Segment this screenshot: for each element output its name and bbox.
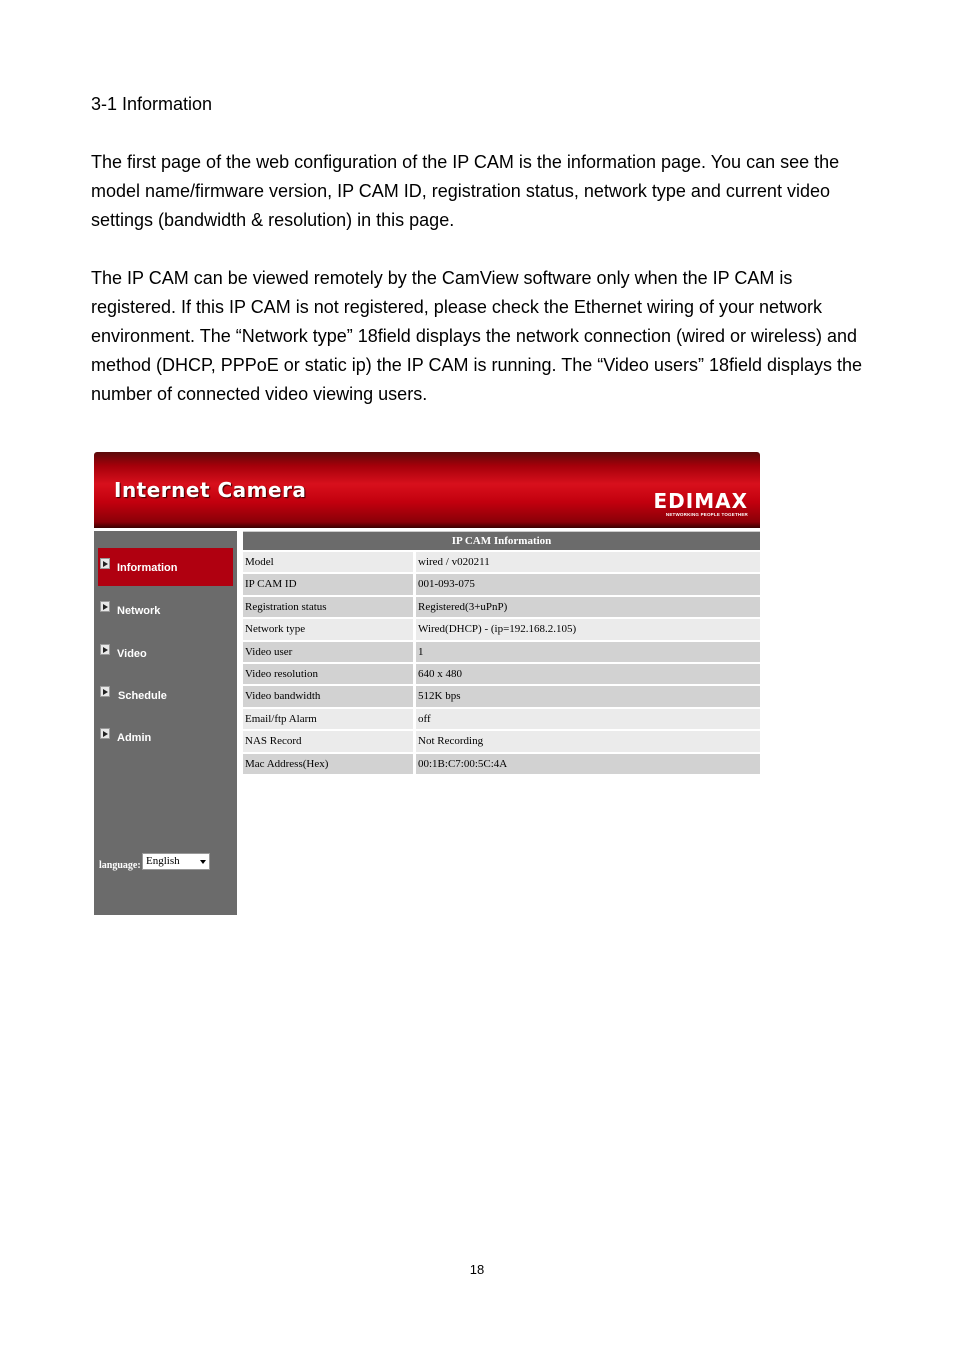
row-value: Registered(3+uPnP) [416,597,760,617]
row-value: 001-093-075 [416,574,760,594]
table-row [243,597,760,617]
sidebar-item-information[interactable] [98,548,233,586]
sidebar-item-video[interactable] [98,634,233,672]
row-label: Video resolution [243,664,413,684]
row-label: Video user [243,642,413,662]
app-title: Internet Camera [114,478,307,502]
table-row [243,731,760,751]
sidebar-item-label: Schedule [118,690,167,702]
row-label: NAS Record [243,731,413,751]
row-value: off [416,709,760,729]
table-row [243,754,760,774]
sidebar-item-schedule[interactable] [98,676,233,714]
table-row [243,574,760,594]
ip-cam-info-table [243,531,760,774]
row-value: Wired(DHCP) - (ip=192.168.2.105) [416,619,760,639]
camera-web-ui-screenshot [94,452,760,915]
header-banner [94,452,760,528]
sidebar-item-admin[interactable] [98,718,233,756]
arrow-right-icon [100,686,110,697]
row-value: 00:1B:C7:00:5C:4A [416,754,760,774]
row-label: Model [243,552,413,572]
language-select[interactable] [142,853,210,870]
language-label: language: [99,860,141,871]
brand-name: EDIMAX [653,489,748,513]
row-label: Email/ftp Alarm [243,709,413,729]
sidebar-item-network[interactable] [98,591,233,629]
row-label: Network type [243,619,413,639]
row-value: 640 x 480 [416,664,760,684]
table-row [243,709,760,729]
table-row [243,664,760,684]
language-value: English [146,855,180,867]
brand-tagline: NETWORKING PEOPLE TOGETHER [665,512,748,517]
sidebar-item-label: Information [117,562,178,574]
table-row [243,686,760,706]
arrow-right-icon [100,558,110,569]
table-header: IP CAM Information [243,531,760,550]
sidebar-item-label: Video [117,648,147,660]
row-value: Not Recording [416,731,760,751]
sidebar-item-label: Network [117,605,161,617]
page-number: 18 [469,1262,485,1277]
chevron-down-icon [200,860,206,864]
arrow-right-icon [100,601,110,612]
table-row [243,619,760,639]
row-value: wired / v020211 [416,552,760,572]
arrow-right-icon [100,644,110,655]
row-label: IP CAM ID [243,574,413,594]
row-label: Video bandwidth [243,686,413,706]
registration-paragraph: The IP CAM can be viewed remotely by the CamView software only when the IP CAM is registered. If this IP CAM is not registered, please check the Ethernet wiring of your network environment. The “Network type” 18field displays the network connection (wired or wireless) and method (DHCP, PPPoE or static ip) the IP CAM is running. The “Video users” 18field displays the number of connected video viewing users. [91,268,863,404]
table-row [243,552,760,572]
row-value: 512K bps [416,686,760,706]
row-label: Mac Address(Hex) [243,754,413,774]
table-row [243,642,760,662]
section-heading: 3-1 Information [91,94,213,114]
edimax-logo [653,491,748,517]
sidebar-item-label: Admin [117,732,152,744]
row-value: 1 [416,642,760,662]
row-label: Registration status [243,597,413,617]
intro-paragraph: The first page of the web configuration of the IP CAM is the information page. You can see the model name/firmware version, IP CAM ID, registration status, network type and current video settings (bandwidth & resolution) in this page. [91,152,840,230]
arrow-right-icon [100,728,110,739]
sidebar [94,531,237,915]
